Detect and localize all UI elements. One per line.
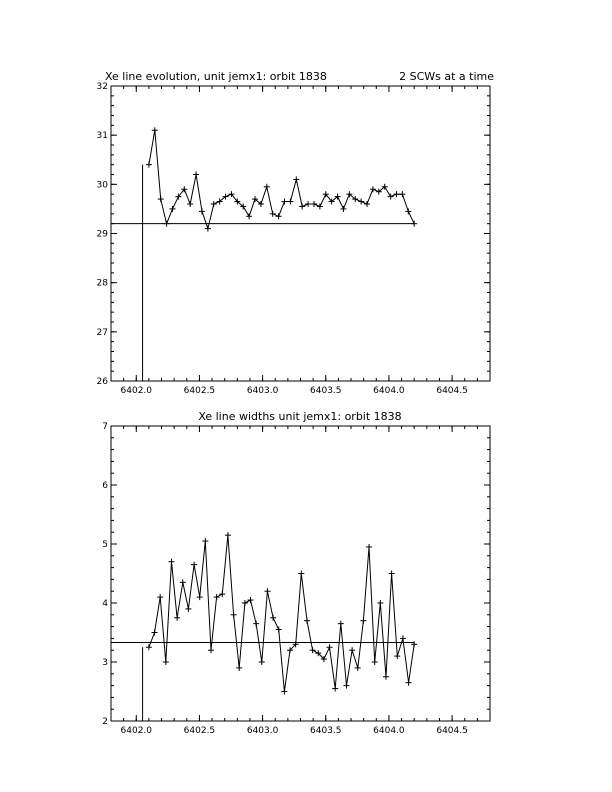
evolution-plot-frame: [111, 86, 490, 381]
evolution-chart-subtitle: 2 SCWs at a time: [399, 70, 494, 83]
evolution-data-point: [264, 184, 270, 190]
evolution-data-point: [270, 211, 276, 217]
evolution-data-point: [158, 196, 164, 202]
evolution-data-point: [205, 226, 211, 232]
widths-data-point: [146, 644, 152, 650]
evolution-data-point: [276, 213, 282, 219]
evolution-data-point: [199, 208, 205, 214]
evolution-y-tick-label: 28: [96, 278, 108, 289]
widths-data-point: [377, 600, 383, 606]
evolution-data-point: [152, 127, 158, 133]
evolution-data-point: [358, 199, 364, 205]
widths-data-point: [197, 594, 203, 600]
evolution-data-point: [169, 206, 175, 212]
widths-data-point: [163, 659, 169, 665]
widths-data-point: [276, 627, 282, 633]
widths-data-point: [349, 647, 355, 653]
widths-data-point: [366, 544, 372, 550]
evolution-chart-title: Xe line evolution, unit jemx1: orbit 1838: [105, 70, 327, 83]
widths-data-point: [191, 562, 197, 568]
widths-series-marks: [111, 532, 417, 721]
widths-data-point: [208, 647, 214, 653]
widths-x-tick-label: 6403.5: [310, 726, 342, 736]
widths-y-tick-label: 2: [102, 717, 108, 727]
widths-data-point: [355, 665, 361, 671]
evolution-data-point: [394, 191, 400, 197]
evolution-x-tick-label: 6403.5: [310, 386, 342, 396]
evolution-y-tick-label: 29: [96, 229, 108, 240]
widths-data-point: [236, 665, 242, 671]
widths-chart: [102, 410, 490, 736]
widths-data-point: [202, 538, 208, 544]
evolution-data-point: [293, 176, 299, 182]
evolution-x-tick-label: 6402.5: [183, 386, 216, 396]
widths-data-point: [372, 659, 378, 665]
widths-data-point: [152, 630, 158, 636]
evolution-data-point: [211, 201, 217, 207]
widths-data-point: [259, 659, 265, 665]
evolution-series-marks: [111, 127, 417, 381]
evolution-data-point: [388, 194, 394, 200]
widths-data-point: [327, 644, 333, 650]
evolution-data-point: [287, 199, 293, 205]
evolution-y-tick-label: 27: [96, 327, 108, 338]
widths-chart-title: Xe line widths unit jemx1: orbit 1838: [198, 410, 402, 423]
evolution-data-point: [364, 201, 370, 207]
evolution-data-point: [411, 221, 417, 227]
widths-data-point: [394, 653, 400, 659]
widths-y-tick-label: 3: [102, 658, 108, 668]
evolution-data-point: [187, 201, 193, 207]
widths-data-point: [400, 635, 406, 641]
evolution-data-point: [399, 191, 405, 197]
evolution-data-point: [281, 199, 287, 205]
widths-x-tick-label: 6404.0: [373, 726, 405, 736]
widths-x-tick-label: 6403.0: [246, 726, 279, 736]
evolution-data-point: [405, 208, 411, 214]
widths-x-tick-label: 6402.5: [183, 726, 216, 736]
widths-y-tick-label: 6: [102, 481, 108, 491]
widths-y-tick-label: 7: [102, 422, 108, 432]
widths-data-point: [383, 674, 389, 680]
evolution-data-point: [146, 162, 152, 168]
evolution-x-tick-label: 6404.5: [436, 386, 468, 396]
widths-data-point: [270, 615, 276, 621]
evolution-data-point: [305, 201, 311, 207]
evolution-data-point: [299, 203, 305, 209]
evolution-y-tick-label: 31: [96, 131, 108, 142]
evolution-axis-ticks: [111, 86, 490, 381]
evolution-x-tick-label: 6402.0: [120, 386, 153, 396]
evolution-data-point: [311, 201, 317, 207]
widths-data-point: [304, 618, 310, 624]
widths-x-tick-label: 6404.5: [436, 726, 468, 736]
widths-data-point: [157, 594, 163, 600]
widths-x-tick-label: 6402.0: [120, 726, 153, 736]
evolution-data-point: [317, 203, 323, 209]
widths-data-point: [180, 579, 186, 585]
widths-y-tick-label: 4: [102, 599, 108, 609]
widths-data-point: [264, 588, 270, 594]
evolution-data-point: [164, 221, 170, 227]
evolution-axis-labels: [97, 82, 468, 396]
widths-data-point: [253, 621, 259, 627]
evolution-x-tick-label: 6404.0: [373, 386, 405, 396]
widths-data-point: [298, 571, 304, 577]
widths-data-point: [248, 597, 254, 603]
evolution-x-tick-label: 6403.0: [246, 386, 279, 396]
evolution-y-tick-label: 30: [96, 180, 108, 191]
widths-data-point: [242, 600, 248, 606]
widths-data-point: [214, 594, 220, 600]
evolution-data-point: [246, 213, 252, 219]
widths-data-point: [332, 686, 338, 692]
widths-data-point: [310, 647, 316, 653]
evolution-y-tick-label: 26: [96, 377, 108, 387]
widths-data-point: [219, 591, 225, 597]
widths-data-point: [168, 559, 174, 565]
widths-data-point: [225, 532, 231, 538]
evolution-series-line: [149, 130, 414, 228]
widths-data-point: [343, 683, 349, 689]
widths-data-point: [185, 606, 191, 612]
evolution-data-point: [370, 186, 376, 192]
evolution-y-tick-label: 32: [96, 82, 108, 92]
widths-data-point: [406, 680, 412, 686]
widths-data-point: [360, 618, 366, 624]
widths-data-point: [338, 621, 344, 627]
widths-y-tick-label: 5: [102, 540, 108, 550]
widths-series-line: [149, 535, 414, 691]
evolution-data-point: [193, 172, 199, 178]
widths-data-point: [389, 571, 395, 577]
widths-data-point: [281, 689, 287, 695]
widths-data-point: [174, 615, 180, 621]
evolution-chart: [97, 70, 495, 396]
evolution-data-point: [340, 206, 346, 212]
widths-data-point: [231, 612, 237, 618]
